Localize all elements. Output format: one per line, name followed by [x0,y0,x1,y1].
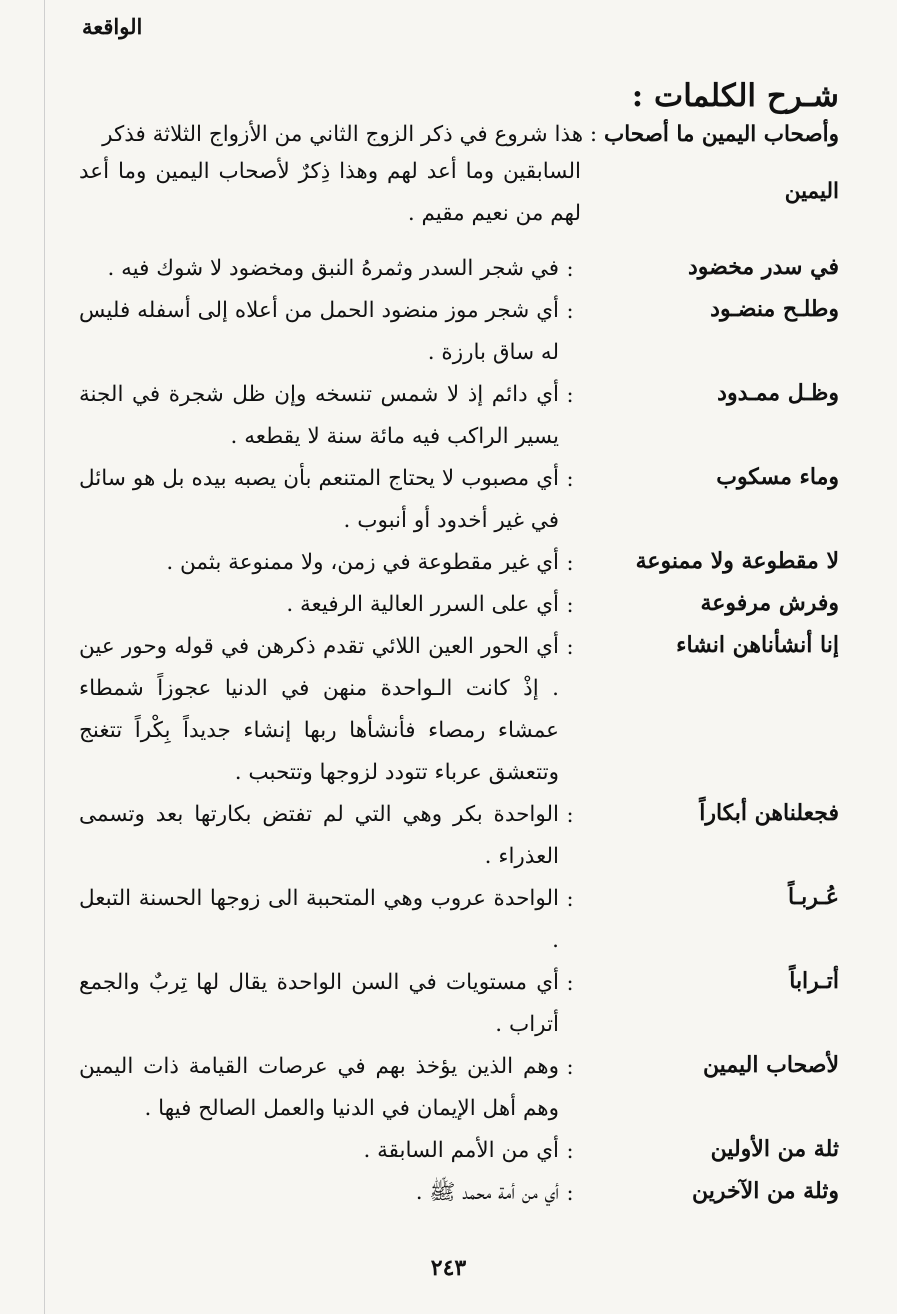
glossary-definition: أي مصبوب لا يحتاج المتنعم بأن يصبه بيده بل هو سائل في غير أخدود أو أنبوب . [79,466,559,533]
glossary-definition: أي الحور العين اللائي تقدم ذكرهن في قوله وحور عين . إذْ كانت الـواحدة منهن في الدنيا عجوزاً شمطاء عمشاء رمصاء فأنشأها ربها إنشاء جديداً بِكْراً تتغنج وتتعشق عرباء تتودد لزوجها وتتحبب . [79,634,559,785]
glossary-term: لأصحاب اليمين [702,1052,839,1078]
glossary-colon: : [566,887,574,911]
glossary-term: وظـل ممـدود [717,380,839,406]
glossary-definition: أي مستويات في السن الواحدة يقال لها تِربٌ والجمع أتراب . [79,970,559,1037]
glossary-term: إنا أنشأناهن انشاء [676,632,839,658]
glossary-list [79,248,839,1214]
glossary-colon: : [566,1181,574,1205]
glossary-definition: الواحدة بكر وهي التي لم تفتض بكارتها بعد وتسمى العذراء . [79,802,559,869]
glossary-term: فجعلناهن أبكاراً [699,800,839,826]
glossary-definition: الواحدة عروب وهي المتحببة الى زوجها الحسنة التبعل . [79,886,559,953]
glossary-term: وطلـح منضـود [710,296,839,322]
glossary-entry [79,248,839,290]
glossary-colon: : [566,257,574,281]
glossary-entry [79,1172,839,1214]
glossary-colon: : [566,803,574,827]
running-header-surah-name: الواقعة [82,14,143,39]
glossary-entry [79,878,839,962]
glossary-definition: في شجر السدر وثمرهُ النبق ومخضود لا شوك فيه . [107,256,559,281]
glossary-term: في سدر مخضود [687,254,839,280]
glossary-entry [79,1046,839,1130]
intro-term-continuation: اليمين [784,179,839,204]
glossary-entry [79,290,839,374]
glossary-entry [79,962,839,1046]
glossary-definition: أي غير مقطوعة في زمن، ولا ممنوعة بثمن . [166,550,559,575]
glossary-colon: : [566,1139,574,1163]
section-title: شـرح الكلمات : [631,78,839,114]
glossary-definition: أي دائم إذ لا شمس تنسخه وإن ظل شجرة في الجنة يسير الراكب فيه مائة سنة لا يقطعه . [79,382,559,449]
glossary-term: وفرش مرفوعة [700,590,839,616]
intro-text-first: : هذا شروع في ذكر الزوج الثاني من الأزواج الثلاثة فذكر [102,122,598,147]
glossary-term: أتـراباً [789,968,839,994]
glossary-colon: : [566,383,574,407]
intro-term: وأصحاب اليمين ما أصحاب [604,122,839,147]
glossary-term: لا مقطوعة ولا ممنوعة [635,548,839,574]
glossary-term: وثلة من الآخرين [692,1178,839,1204]
glossary-colon: : [566,635,574,659]
glossary-entry [79,626,839,794]
glossary-definition: أي على السرر العالية الرفيعة . [286,592,559,617]
glossary-definition: أي من الأمم السابقة . [363,1138,559,1163]
glossary-entry [79,458,839,542]
glossary-term: عُـربـاً [788,884,839,910]
intro-paragraph [79,118,839,235]
glossary-term: ثلة من الأولين [710,1136,839,1162]
glossary-definition: أي من أمة محمد ﷺ . [415,1180,559,1205]
glossary-colon: : [566,1055,574,1079]
glossary-entry [79,542,839,584]
glossary-entry [79,374,839,458]
glossary-colon: : [566,593,574,617]
glossary-definition: وهم الذين يؤخذ بهم في عرصات القيامة ذات اليمين وهم أهل الإيمان في الدنيا والعمل الصالح فيها . [79,1054,559,1121]
glossary-term: وماء مسكوب [716,464,839,490]
glossary-colon: : [566,467,574,491]
glossary-definition: أي شجر موز منضود الحمل من أعلاه إلى أسفله فليس له ساق بارزة . [79,298,559,365]
glossary-entry [79,794,839,878]
page-edge-line [44,0,45,1314]
glossary-colon: : [566,971,574,995]
glossary-entry [79,584,839,626]
glossary-colon: : [566,551,574,575]
intro-text-rest: السابقين وما أعد لهم وهذا ذِكرٌ لأصحاب اليمين وما أعد لهم من نعيم مقيم . [79,159,581,226]
glossary-entry [79,1130,839,1172]
page-number: ٢٤٣ [430,1255,467,1281]
glossary-colon: : [566,299,574,323]
